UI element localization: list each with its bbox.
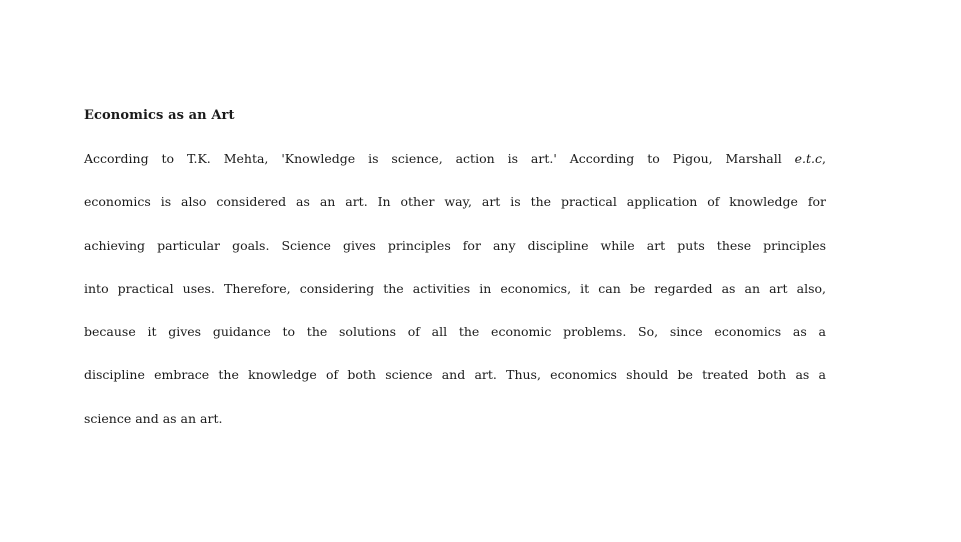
paragraph bbox=[84, 148, 826, 451]
paragraph-line-1-text: According to T.K. Mehta, 'Knowledge is science, action is art.' According to Pigou, Marshall e.t.c, bbox=[84, 151, 826, 166]
section-heading: Economics as an Art bbox=[84, 108, 235, 123]
paragraph-line-6: discipline embrace the knowledge of both science and art. Thus, economics should be treated both as a bbox=[84, 367, 826, 383]
paragraph-line-5: because it gives guidance to the solutions of all the economic problems. So, since economics as a bbox=[84, 324, 826, 340]
paragraph-line-7: science and as an art. bbox=[84, 410, 223, 426]
paragraph-line-1 bbox=[84, 148, 826, 191]
italic-etc: e.t.c bbox=[794, 151, 823, 166]
paragraph-line-3: achieving particular goals. Science gives principles for any discipline while art puts these principles bbox=[84, 237, 826, 253]
paragraph-line-4: into practical uses. Therefore, considering the activities in economics, it can be regarded as an art also, bbox=[84, 280, 826, 296]
paragraph-line-2: economics is also considered as an art. In other way, art is the practical application of knowledge for bbox=[84, 194, 826, 210]
